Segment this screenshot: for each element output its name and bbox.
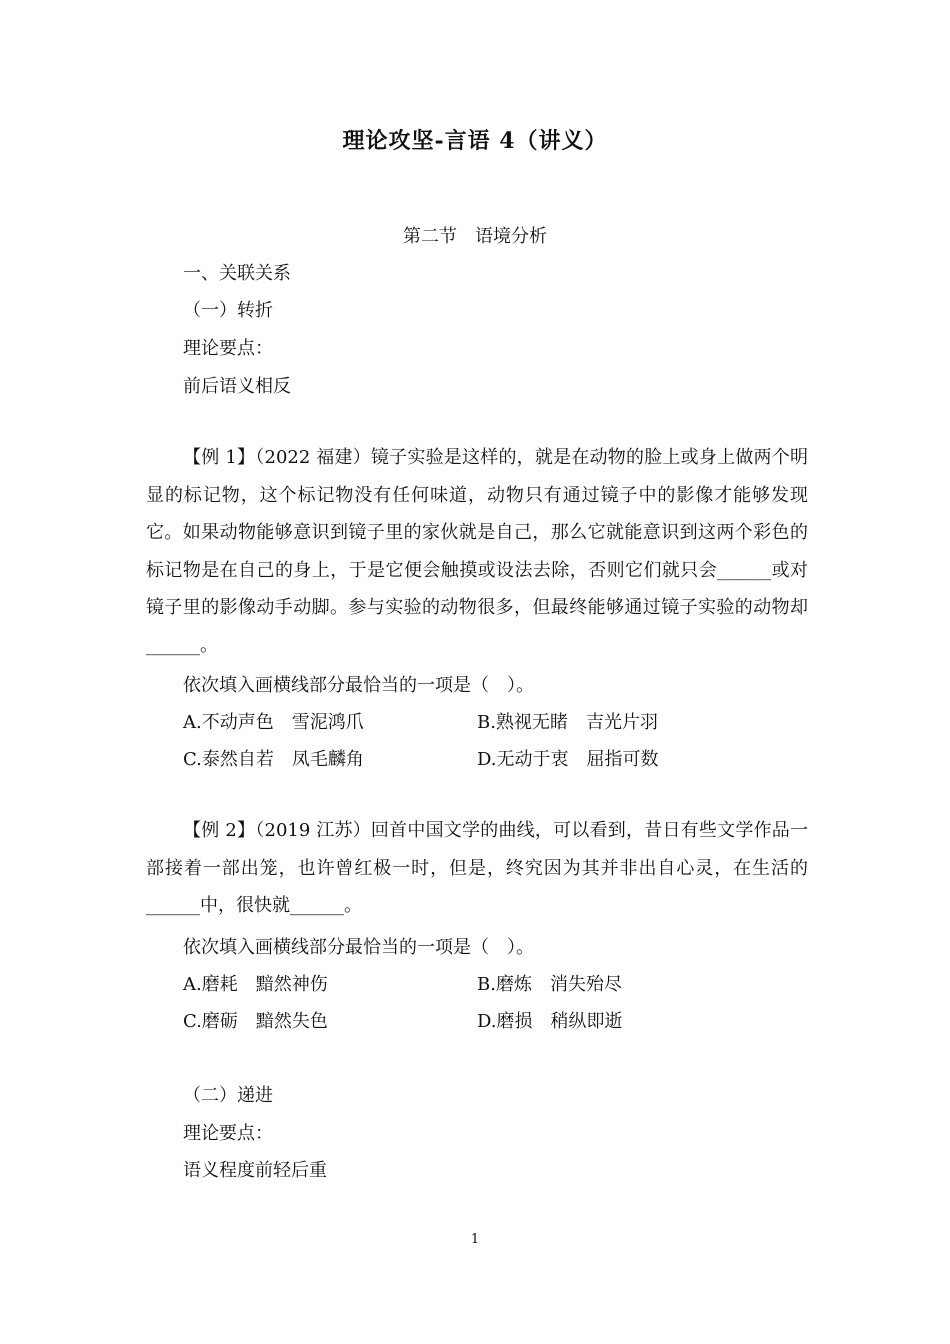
example-1-text: 【例 1】（2022 福建）镜子实验是这样的，就是在动物的脸上或身上做两个明显的标记物，这个标记物没有任何味道，动物只有通过镜子中的影像才能够发现它。如果动物能够意识到镜子里的家伙就是自己，那么它就能意识到这两个彩色的标记物是在自己的身上，于是它便会触摸或设法去除，否则它们就只会______或对镜子里的影像动手动脚。参与实验的动物很多，但最终能够通过镜子实验的动物却______。 bbox=[146, 447, 808, 656]
heading-transition: （一）转折 bbox=[183, 300, 273, 321]
heading-progression: （二）递进 bbox=[183, 1085, 273, 1106]
example-1-question: 依次填入画横线部分最恰当的一项是（ ）。 bbox=[183, 675, 534, 696]
example-2-option-a: A.磨耗 黯然神伤 bbox=[183, 974, 328, 995]
example-1-option-d: D.无动于衷 屈指可数 bbox=[477, 749, 659, 770]
example-1-option-a: A.不动声色 雪泥鸿爪 bbox=[183, 712, 364, 733]
example-1-option-c: C.泰然自若 凤毛麟角 bbox=[183, 749, 364, 770]
theory-text: 前后语义相反 bbox=[183, 376, 291, 397]
theory-text-2: 语义程度前轻后重 bbox=[183, 1160, 327, 1181]
example-2-text: 【例 2】（2019 江苏）回首中国文学的曲线，可以看到，昔日有些文学作品一部接着一部出笼，也许曾红极一时，但是，终究因为其并非出自心灵，在生活的______中，很快就______。 bbox=[146, 820, 808, 916]
theory-label: 理论要点： bbox=[183, 338, 273, 359]
example-2-option-b: B.磨炼 消失殆尽 bbox=[477, 974, 622, 995]
page-title: 理论攻坚-言语 4（讲义） bbox=[342, 128, 608, 154]
theory-label-2: 理论要点： bbox=[183, 1123, 273, 1144]
example-1-option-b: B.熟视无睹 吉光片羽 bbox=[477, 712, 658, 733]
section-heading: 第二节 语境分析 bbox=[403, 226, 547, 247]
example-2-option-d: D.磨损 稍纵即逝 bbox=[477, 1011, 623, 1032]
example-2-option-c: C.磨砺 黯然失色 bbox=[183, 1011, 328, 1032]
heading-level-1: 一、关联关系 bbox=[183, 263, 291, 284]
example-2-question: 依次填入画横线部分最恰当的一项是（ ）。 bbox=[183, 937, 534, 958]
page-number: 1 bbox=[470, 1232, 480, 1247]
